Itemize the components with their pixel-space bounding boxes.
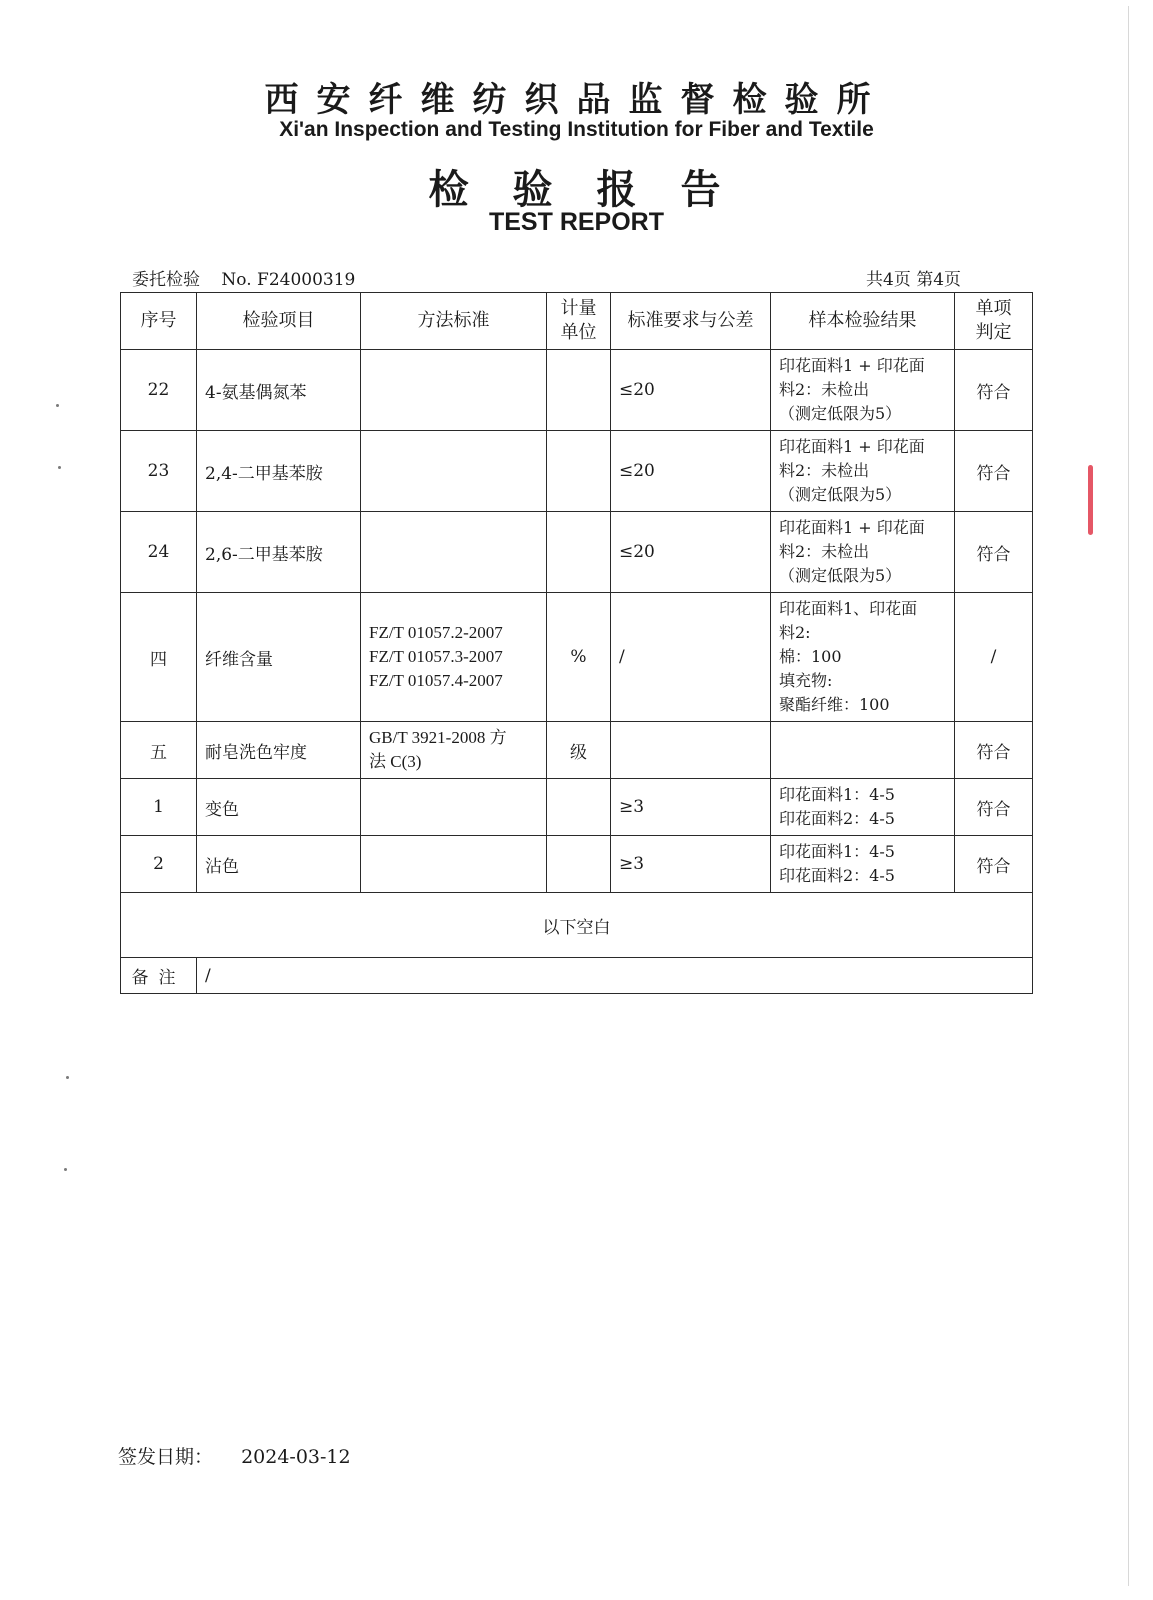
table-header-row — [121, 293, 1033, 350]
header-seq: 序号 — [121, 293, 197, 350]
row-verdict: 符合 — [955, 779, 1033, 836]
row-requirement: ≥3 — [611, 836, 771, 893]
row-verdict: 符合 — [955, 722, 1033, 779]
row-item: 变色 — [197, 779, 361, 836]
row-item: 沾色 — [197, 836, 361, 893]
row-seq: 1 — [121, 779, 197, 836]
row-seq: 四 — [121, 593, 197, 722]
row-requirement: / — [611, 593, 771, 722]
row-seq: 22 — [121, 350, 197, 431]
report-title-cn: 检验报告 — [428, 166, 765, 213]
row-method: GB/T 3921-2008 方 法 C(3) — [361, 722, 547, 779]
row-item: 纤维含量 — [197, 593, 361, 722]
page-info: 共4页 第4页 — [866, 270, 962, 290]
row-requirement: ≥3 — [611, 779, 771, 836]
row-result: 印花面料1 + 印花面 料2：未检出 （测定低限为5） — [771, 512, 955, 593]
blank-below-text: 以下空白 — [121, 893, 1033, 958]
row-seq: 五 — [121, 722, 197, 779]
table-row-fiber-content — [121, 593, 1033, 722]
table-row-blank — [121, 893, 1033, 958]
row-result: 印花面料1：4-5 印花面料2：4-5 — [771, 779, 955, 836]
issue-date-line — [118, 1442, 351, 1469]
row-unit: 级 — [547, 722, 611, 779]
row-result: 印花面料1 + 印花面 料2：未检出 （测定低限为5） — [771, 431, 955, 512]
row-item: 耐皂洗色牢度 — [197, 722, 361, 779]
table-row-soap-fastness — [121, 722, 1033, 779]
report-title-en: TEST REPORT — [488, 208, 664, 236]
row-seq: 23 — [121, 431, 197, 512]
row-unit — [547, 512, 611, 593]
notes-label: 备注 — [121, 958, 197, 994]
row-method — [361, 350, 547, 431]
scan-speck — [58, 466, 61, 469]
table-row — [121, 779, 1033, 836]
table-row — [121, 512, 1033, 593]
row-method — [361, 779, 547, 836]
issue-date: 2024-03-12 — [241, 1446, 351, 1468]
row-requirement — [611, 722, 771, 779]
row-result: 印花面料1、印花面 料2: 棉：100 填充物: 聚酯纤维：100 — [771, 593, 955, 722]
edge-color-mark — [1088, 465, 1093, 535]
header-requirement: 标准要求与公差 — [611, 293, 771, 350]
row-item: 4-氨基偶氮苯 — [197, 350, 361, 431]
row-method: FZ/T 01057.2-2007 FZ/T 01057.3-2007 FZ/T 01057.4-2007 — [361, 593, 547, 722]
row-result: 印花面料1 + 印花面 料2：未检出 （测定低限为5） — [771, 350, 955, 431]
issue-date-label: 签发日期： — [118, 1446, 214, 1468]
table-row-notes — [121, 958, 1033, 994]
scan-speck — [66, 1076, 69, 1079]
row-requirement: ≤20 — [611, 512, 771, 593]
header-unit: 计量 单位 — [547, 293, 611, 350]
row-verdict: 符合 — [955, 512, 1033, 593]
row-item: 2,4-二甲基苯胺 — [197, 431, 361, 512]
row-result — [771, 722, 955, 779]
header-method: 方法标准 — [361, 293, 547, 350]
scan-speck — [56, 404, 59, 407]
row-requirement: ≤20 — [611, 350, 771, 431]
row-seq: 2 — [121, 836, 197, 893]
row-unit — [547, 836, 611, 893]
row-verdict: / — [955, 593, 1033, 722]
table-row — [121, 836, 1033, 893]
row-result: 印花面料1：4-5 印花面料2：4-5 — [771, 836, 955, 893]
inspection-type: 委托检验 — [132, 270, 200, 290]
notes-value: / — [197, 958, 1033, 994]
row-method — [361, 512, 547, 593]
report-number: No. F24000319 — [221, 270, 356, 290]
header-verdict: 单项 判定 — [955, 293, 1033, 350]
row-unit — [547, 779, 611, 836]
header-result: 样本检验结果 — [771, 293, 955, 350]
table-row — [121, 350, 1033, 431]
table-row — [121, 431, 1033, 512]
row-method — [361, 431, 547, 512]
row-unit: % — [547, 593, 611, 722]
row-verdict: 符合 — [955, 836, 1033, 893]
row-requirement: ≤20 — [611, 431, 771, 512]
header-item: 检验项目 — [197, 293, 361, 350]
row-verdict: 符合 — [955, 350, 1033, 431]
row-verdict: 符合 — [955, 431, 1033, 512]
row-method — [361, 836, 547, 893]
scan-speck — [64, 1168, 67, 1171]
institution-name-cn: 西安纤维纺织品监督检验所 — [264, 80, 889, 120]
report-meta — [132, 265, 355, 290]
row-unit — [547, 431, 611, 512]
results-table — [120, 292, 1033, 994]
row-item: 2,6-二甲基苯胺 — [197, 512, 361, 593]
institution-name-en: Xi'an Inspection and Testing Institution for Fiber and Textile — [279, 118, 874, 141]
row-unit — [547, 350, 611, 431]
row-seq: 24 — [121, 512, 197, 593]
